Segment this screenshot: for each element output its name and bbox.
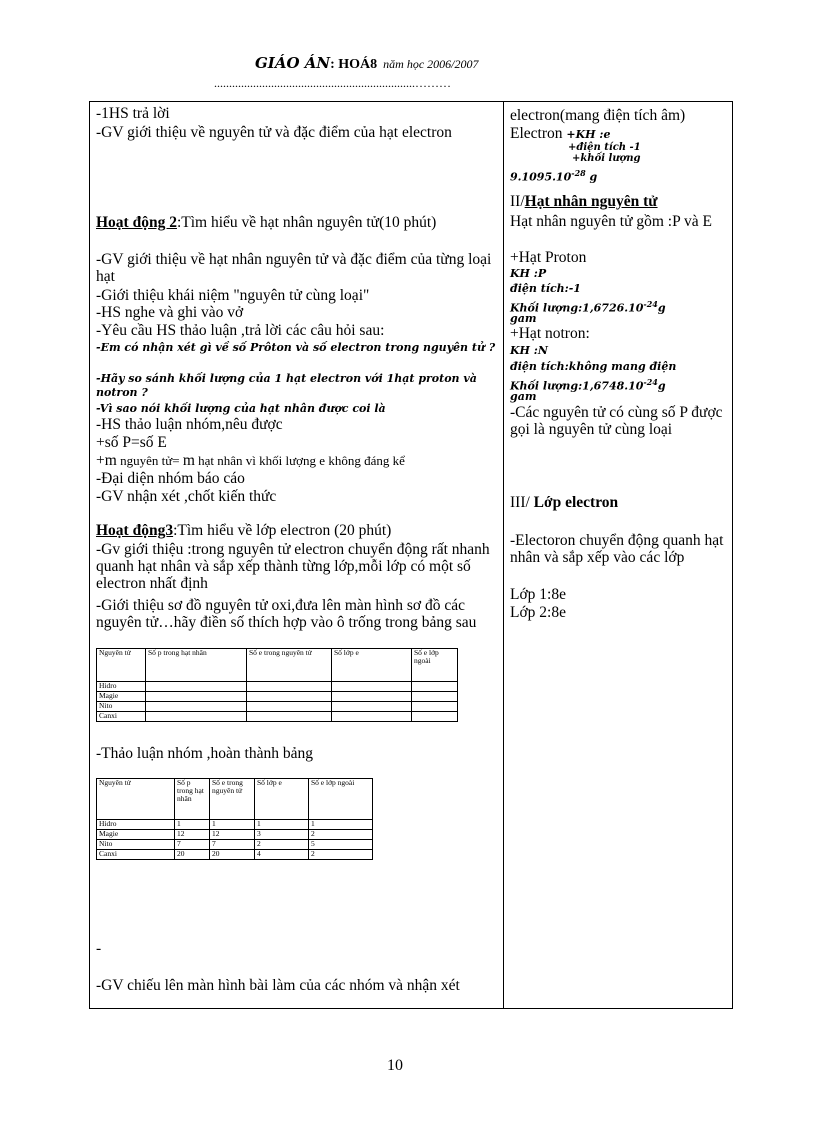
right-line-5: $9.1095.10^{-28}$ g <box>510 168 598 184</box>
a3-line-3: -Thảo luận nhóm ,hoàn thành bảng <box>96 745 313 762</box>
t2-cell: 5 <box>309 840 373 850</box>
a3-line-1: -Gv giới thiệu :trong nguyên tử electron chuyển động rất nhanh quanh hạt nhân và sắp xếp thành từng lớp,mỗi lớp có một số electron nhất định <box>96 541 490 592</box>
a2-line-5: -HS thảo luận nhóm,nêu được <box>96 416 283 433</box>
right-line-11: gam <box>510 312 537 325</box>
t2-cell: 1 <box>309 820 373 830</box>
a2-line-6: +số P=số E <box>96 434 167 451</box>
activity-3-rest: :Tìm hiểu về lớp electron (20 phút) <box>173 522 392 539</box>
t2-cell: Canxi <box>97 850 175 860</box>
section-3-heading: III/ Lớp electron <box>510 494 619 511</box>
a2-line-9: -GV nhận xét ,chốt kiến thức <box>96 488 277 505</box>
activity-3-title: Hoạt động3 <box>96 522 174 539</box>
header-subject: : HOÁ8 <box>330 57 378 72</box>
t1-cell[interactable] <box>412 712 458 722</box>
a2-line-4: -Yêu cầu HS thảo luận ,trả lời các câu hỏi sau: <box>96 322 385 339</box>
t2-cell: 20 <box>210 850 255 860</box>
t2-cell: Hidro <box>97 820 175 830</box>
t1-header: Số lớp e <box>332 649 412 682</box>
right-line-15: Khối $lượng:1,6748.10^{-24}g$ <box>510 377 666 393</box>
t1-cell[interactable] <box>247 712 332 722</box>
right-line-7: +Hạt Proton <box>510 249 587 266</box>
a2-line-1: -GV giới thiệu về hạt nhân nguyên tử và đặc điểm của từng loại hạt <box>96 251 492 285</box>
t2-cell: 7 <box>210 840 255 850</box>
t1-cell[interactable] <box>247 702 332 712</box>
question-2: -Hãy so sánh khối lượng của 1 hạt electron với 1hạt proton và notron ? <box>96 372 477 399</box>
right-line-12: +Hạt notron: <box>510 325 590 342</box>
header-year: năm học 2006/2007 <box>383 57 479 71</box>
t1-cell[interactable] <box>332 682 412 692</box>
t2-cell: Magie <box>97 830 175 840</box>
t2-cell: 2 <box>255 840 309 850</box>
page-number: 10 <box>387 1057 403 1074</box>
t1-header: Nguyên tử <box>97 649 146 682</box>
empty-atom-table <box>96 648 458 722</box>
activity-2-rest: :Tìm hiểu về hạt nhân nguyên tử(10 phút) <box>176 214 437 231</box>
right-line-17: -Các nguyên tử có cùng số P được gọi là nguyên tử cùng loại <box>510 404 723 438</box>
t2-cell: 1 <box>175 820 210 830</box>
t2-header: Số e trong nguyên tử <box>210 779 255 820</box>
t2-cell: 2 <box>309 850 373 860</box>
t1-cell[interactable] <box>412 682 458 692</box>
t1-row-label: Magie <box>97 692 146 702</box>
left-line-2: -GV giới thiệu về nguyên tử và đặc điểm của hạt electron <box>96 124 452 141</box>
column-divider <box>503 101 504 1009</box>
t1-cell[interactable] <box>146 702 247 712</box>
a2-line-7: +m nguyên tử= m hạt nhân vì khối lượng e không đáng kể <box>96 452 405 469</box>
t2-cell: 4 <box>255 850 309 860</box>
a2-line-8: -Đại diện nhóm báo cáo <box>96 470 245 487</box>
t1-cell[interactable] <box>412 702 458 712</box>
a2-line-3: -HS nghe và ghi vào vở <box>96 304 244 321</box>
t2-cell: 1 <box>210 820 255 830</box>
right-line-9: điện tích:-1 <box>510 282 581 295</box>
t1-cell[interactable] <box>332 702 412 712</box>
right-line-18: -Electoron chuyển động quanh hạt nhân và sắp xếp vào các lớp <box>510 532 724 566</box>
activity-2-title: Hoạt động 2 <box>96 214 177 231</box>
t2-header: Nguyên tử <box>97 779 175 820</box>
left-line-1: -1HS trả lời <box>96 105 170 122</box>
header-brand: GIÁO ÁN <box>255 54 331 72</box>
section-2-heading: II/Hạt nhân nguyên tử <box>510 193 658 210</box>
t2-cell: 2 <box>309 830 373 840</box>
t1-header: Số e trong nguyên tử <box>247 649 332 682</box>
question-3: -Vì sao nói khối lượng của hạt nhân được coi là <box>96 402 386 415</box>
activity-2-heading <box>96 214 498 231</box>
right-line-3: +điện tích -1 <box>568 142 641 153</box>
t2-header: Số lớp e <box>255 779 309 820</box>
right-line-16: gam <box>510 390 537 403</box>
t1-row-label: Canxi <box>97 712 146 722</box>
t1-cell[interactable] <box>146 712 247 722</box>
t1-cell[interactable] <box>247 692 332 702</box>
t1-header: Số e lớp ngoài <box>412 649 458 682</box>
t1-cell[interactable] <box>332 712 412 722</box>
question-1: -Em có nhận xét gì về số Prôton và số electron trong nguyên tử ? <box>96 341 496 354</box>
t2-header: Số e lớp ngoài <box>309 779 373 820</box>
right-line-8: KH :P <box>510 267 547 280</box>
t1-cell[interactable] <box>412 692 458 702</box>
section-3-title: Lớp electron <box>529 494 619 511</box>
t1-row-label: Hidro <box>97 682 146 692</box>
right-line-1: electron(mang điện tích âm) <box>510 107 686 124</box>
t1-cell[interactable] <box>146 682 247 692</box>
t1-cell[interactable] <box>146 692 247 702</box>
right-line-6: Hạt nhân nguyên tử gồm :P và E <box>510 213 712 230</box>
t1-cell[interactable] <box>332 692 412 702</box>
a2-line-2: -Giới thiệu khái niệm "nguyên tử cùng loại" <box>96 287 370 304</box>
t2-cell: 12 <box>175 830 210 840</box>
right-line-4: +khối lượng <box>572 153 641 164</box>
right-line-14: điện tích:không mang điện <box>510 360 677 373</box>
right-line-10: Khối $lượng:1,6726.10^{-24}g$ <box>510 299 666 315</box>
filled-atom-table <box>96 778 373 860</box>
activity-3-heading <box>96 522 498 539</box>
right-line-20: Lớp 2:8e <box>510 604 566 621</box>
t2-cell: 12 <box>210 830 255 840</box>
header-dots: ...................................................................……… <box>214 76 451 90</box>
t2-cell: Nito <box>97 840 175 850</box>
t2-cell: 7 <box>175 840 210 850</box>
a3-line-4: -GV chiếu lên màn hình bài làm của các nhóm và nhận xét <box>96 977 460 994</box>
t2-cell: 3 <box>255 830 309 840</box>
a3-line-2: -Giới thiệu sơ đồ nguyên tử oxi,đưa lên màn hình sơ đồ các nguyên tử…hãy điền số thích hợp vào ô trống trong bảng sau <box>96 597 477 631</box>
t1-cell[interactable] <box>247 682 332 692</box>
page-header <box>255 54 479 73</box>
right-line-2: Electron +KH :e <box>510 125 611 142</box>
t2-cell: 1 <box>255 820 309 830</box>
t1-header: Số p trong hạt nhân <box>146 649 247 682</box>
t2-header: Số p trong hạt nhân <box>175 779 210 820</box>
t1-row-label: Nito <box>97 702 146 712</box>
right-line-13: KH :N <box>510 344 548 357</box>
right-line-19: Lớp 1:8e <box>510 586 566 603</box>
dash-line: - <box>96 940 102 957</box>
t2-cell: 20 <box>175 850 210 860</box>
section-2-title: Hạt nhân nguyên tử <box>524 193 658 210</box>
